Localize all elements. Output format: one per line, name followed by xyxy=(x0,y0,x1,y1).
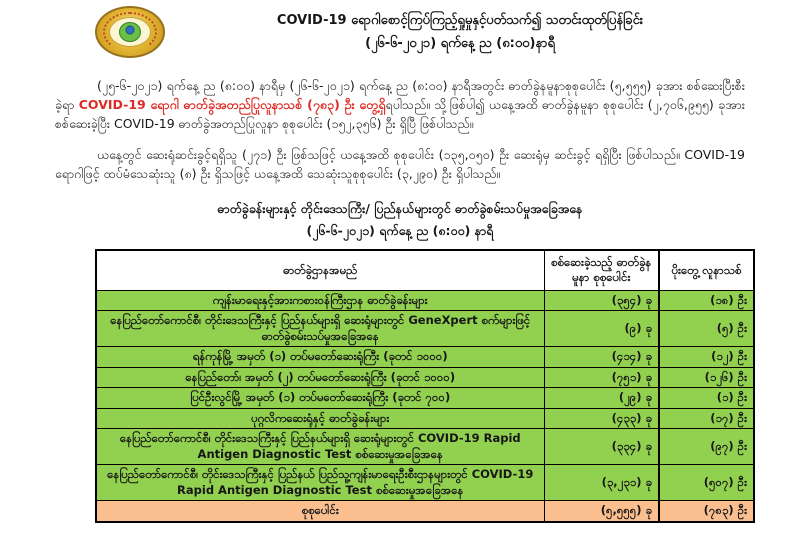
positives-cell: (၁၇) ဦး xyxy=(659,408,754,429)
table-total-row xyxy=(96,501,754,522)
table-row xyxy=(96,388,754,409)
positives-cell: (၉၇) ဦး xyxy=(659,429,754,465)
lab-name-cell: ပြင်ဦးလွင်မြို့ အမှတ် (၁) တပ်မတော်ဆေးရုံကြီး (ခုတင် ၇၀၀) xyxy=(96,388,544,409)
seal-center-dot xyxy=(126,26,135,35)
samples-cell: (၃၅၄) ခု xyxy=(544,290,659,311)
lab-name-cell: နေပြည်တော်ကောင်စီ၊ တိုင်းဒေသကြီးနှင့် ပြည်နယ်များရှိ ဆေးရုံများတွင် COVID-19 Rapid Antigen Diagnostic Test စစ်ဆေးမှုအခြေအနေ xyxy=(96,429,544,465)
positives-cell: (၁) ဦး xyxy=(659,388,754,409)
lab-name-cell: ပုဂ္ဂလိကဆေးရုံနှင့် ဓာတ်ခွဲခန်းများ xyxy=(96,408,544,429)
para1-new-cases-highlight: COVID-19 ရောဂါ ဓာတ်ခွဲအတည်ပြုလူနာသစ် (၇၈၃) ဦး တွေ့ရှိ xyxy=(78,97,386,112)
lab-name-cell: နေပြည်တော်ကောင်စီ၊ တိုင်းဒေသကြီးနှင့် ပြည်နယ် ပြည်သူ့ကျန်းမာရေးဦးစီးဌာနများတွင် COVID-19 Rapid Antigen Diagnostic Test စစ်ဆေးမှုအခြေအနေ xyxy=(96,465,544,501)
total-label-cell: စုစုပေါင်း xyxy=(96,501,544,522)
table-row xyxy=(96,367,754,388)
table-title xyxy=(0,198,800,242)
positives-cell: (၁၂) ဦး xyxy=(659,347,754,368)
ministry-of-health-seal-icon xyxy=(95,6,165,58)
document-titles xyxy=(175,10,745,56)
table-title-line2: (၂၆-၆-၂၀၂၁) ရက်နေ့ ည (၈:၀၀) နာရီ xyxy=(306,222,494,238)
samples-cell: (၃၃၄) ခု xyxy=(544,429,659,465)
table-header-row xyxy=(96,250,754,291)
summary-paragraph-1 xyxy=(55,76,745,133)
table-row xyxy=(96,465,754,501)
samples-cell: (၃,၂၃၁) ခု xyxy=(544,465,659,501)
lab-name-cell: ရန်ကုန်မြို့ အမှတ် (၁) တပ်မတော်ဆေးရုံကြီး (ခုတင် ၁၀၀၀) xyxy=(96,347,544,368)
total-positives-cell: (၇၈၃) ဦး xyxy=(659,501,754,522)
table-row xyxy=(96,290,754,311)
samples-cell: (၉) ခု xyxy=(544,311,659,347)
positives-cell: (၁၂၆) ဦး xyxy=(659,367,754,388)
lab-name-cell: နေပြည်တော်ကောင်စီ၊ တိုင်းဒေသကြီးနှင့် ပြည်နယ်များရှိ ဆေးရုံများတွင် GeneXpert စက်များဖြင့် ဓာတ်ခွဲစမ်းသပ်မှုအခြေအနေ xyxy=(96,311,544,347)
document-title: COVID-19 ရောဂါစောင့်ကြပ်ကြည့်ရှုမှုနှင့်ပတ်သက်၍ သတင်းထုတ်ပြန်ခြင်း xyxy=(276,13,644,28)
positives-cell: (၅၀၇) ဦး xyxy=(659,465,754,501)
table-row xyxy=(96,347,754,368)
samples-cell: (၂၉) ခု xyxy=(544,388,659,409)
lab-testing-table xyxy=(95,249,755,523)
lab-name-cell: ကျန်းမာရေးနှင့်အားကစားဝန်ကြီးဌာန ဓာတ်ခွဲခန်းများ xyxy=(96,290,544,311)
lab-name-cell: နေပြည်တော်၊ အမှတ် (၂) တပ်မတော်ဆေးရုံကြီး (ခုတင် ၁၀၀၀) xyxy=(96,367,544,388)
positives-cell: (၁၈) ဦး xyxy=(659,290,754,311)
table-row xyxy=(96,408,754,429)
summary-paragraph-2: ယနေ့တွင် ဆေးရုံဆင်းခွင့်ရရှိသူ (၂၇၁) ဦး ဖြစ်သဖြင့် ယနေ့အထိ စုစုပေါင်း (၁၃၅,၀၅၀) ဦး ဆေးရုံမှ ဆင်းခွင့် ရရှိပြီး ဖြစ်ပါသည်။ COVID-19 ရောဂါဖြင့် ထပ်မံသေဆုံးသူ (၈) ဦး ရှိသဖြင့် ယနေ့အထိ သေဆုံးသူစုစုပေါင်း (၃,၂၉၀) ဦး ရှိပါသည်။ xyxy=(55,147,745,181)
samples-cell: (၄၁၄) ခု xyxy=(544,347,659,368)
header-new-positives: ပိုးတွေ့ လူနာသစ် xyxy=(659,250,754,291)
positives-cell: (၅) ဦး xyxy=(659,311,754,347)
table-row xyxy=(96,311,754,347)
table-title-line1: ဓာတ်ခွဲခန်းများနှင့် တိုင်းဒေသကြီး/ ပြည်နယ်များတွင် ဓာတ်ခွဲစမ်းသပ်မှုအခြေအနေ xyxy=(217,201,583,216)
table-row xyxy=(96,429,754,465)
header-lab-name: ဓာတ်ခွဲဌာနအမည် xyxy=(96,250,544,291)
document-date-time: (၂၆-၆-၂၀၂၁) ရက်နေ့ ည (၈:၀၀)နာရီ xyxy=(365,35,555,51)
samples-cell: (၄၃၃) ခု xyxy=(544,408,659,429)
para1-text-end: ရပါသည်။ သို့ဖြစ်ပါ၍ ယနေ့အထိ ဓာတ်ခွဲနမူနာ စုစုပေါင်း (၂,၇၀၆,၉၅၅) ခုအား စစ်ဆေးခဲ့ပြီး COVID-19 ဓာတ်ခွဲအတည်ပြုလူနာ စုစုပေါင်း (၁၅၂,၃၅၆) ဦး ရှိပြီ ဖြစ်ပါသည်။ xyxy=(55,97,745,131)
header-samples-tested: စစ်ဆေးခဲ့သည့် ဓာတ်ခွဲနမူနာ စုစုပေါင်း xyxy=(544,250,659,291)
document-header xyxy=(0,0,800,66)
samples-cell: (၇၅၁) ခု xyxy=(544,367,659,388)
total-samples-cell: (၅,၅၅၅) ခု xyxy=(544,501,659,522)
para1-text-start: (၂၅-၆-၂၀၂၁) ရက်နေ့ ည (၈:၀၀) နာရီမှ (၂၆-၆-၂၀၂၁) ရက်နေ့ ည (၈:၀၀) နာရီအတွင်း ဓာတ်ခွဲနမူနာစုစုပေါင်း (၅,၅၅၅) ခုအား စစ်ဆေးပြီးစီးခဲ့ရာ xyxy=(55,78,745,112)
